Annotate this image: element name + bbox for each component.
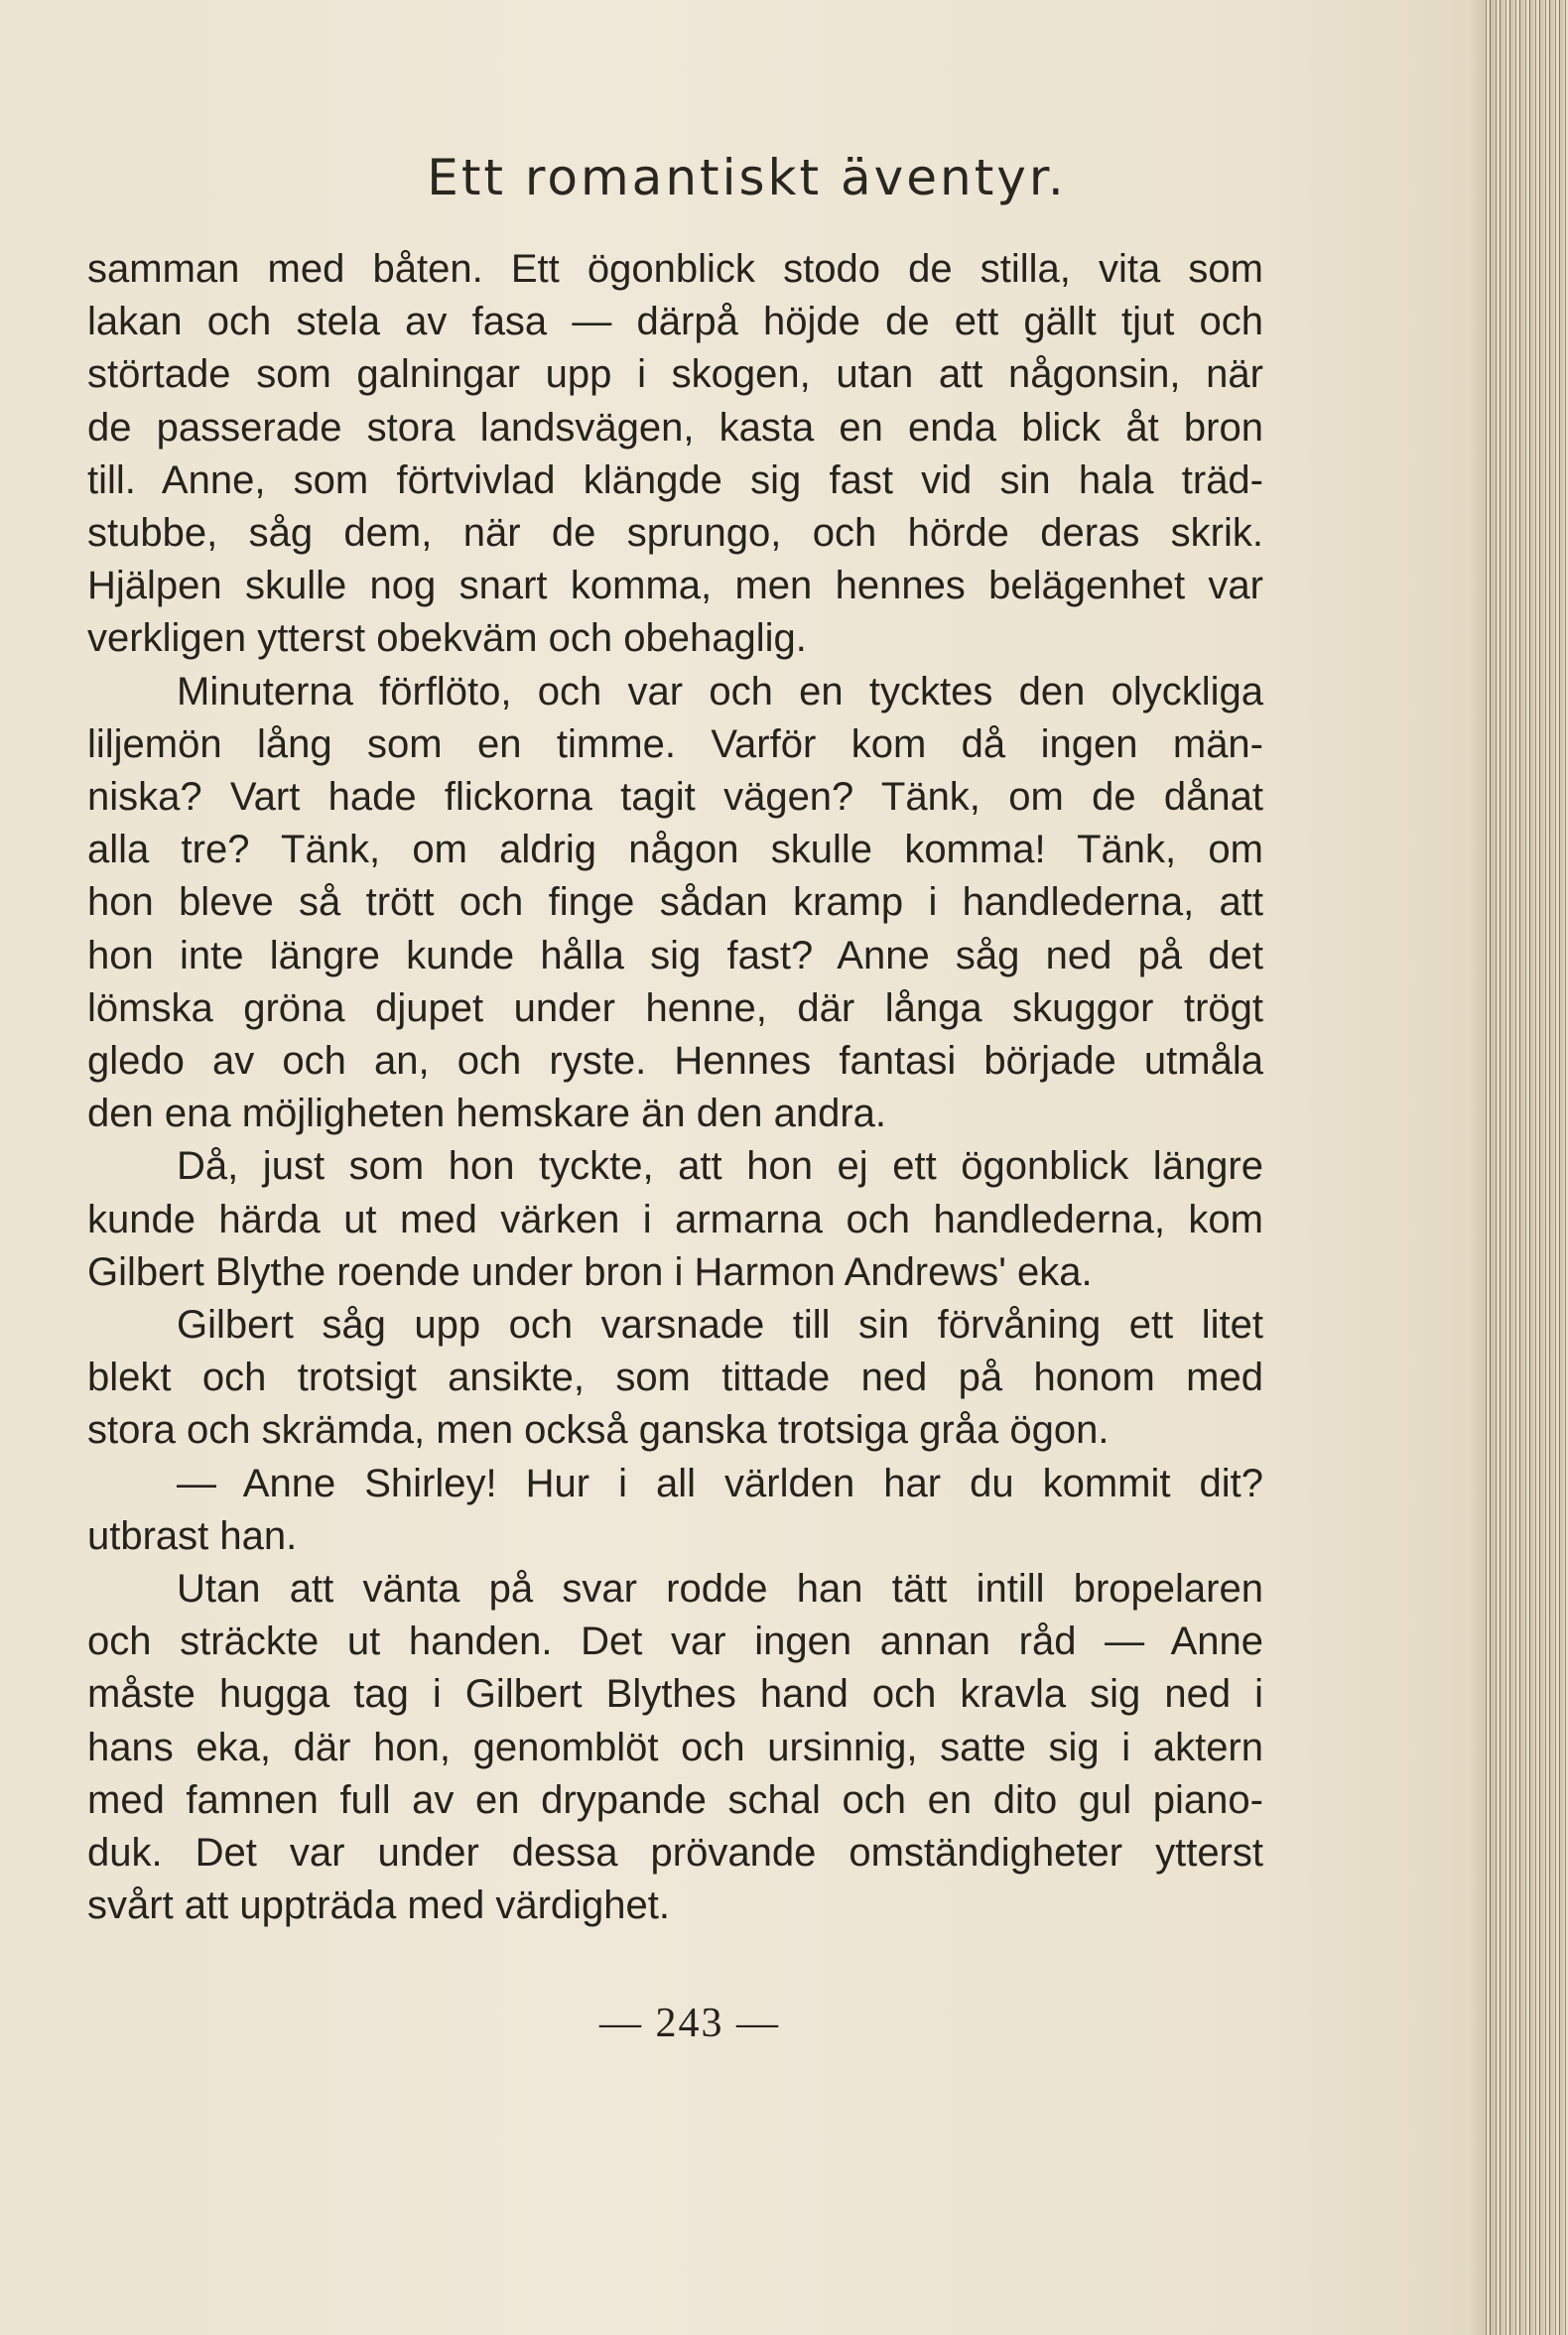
text-line: till. Anne, som förtvivlad klängde sig fast vid sin hala träd- bbox=[87, 457, 1263, 502]
paragraph bbox=[87, 1299, 1263, 1458]
paragraph bbox=[87, 666, 1263, 1141]
text-line: Då, just som hon tyckte, att hon ej ett ögonblick längre bbox=[177, 1144, 1263, 1189]
paragraph bbox=[87, 243, 1263, 666]
text-line: gledo av och an, och ryste. Hennes fantasi började utmåla bbox=[87, 1039, 1263, 1084]
text-line: — Anne Shirley! Hur i all världen har du kommit dit? bbox=[177, 1461, 1263, 1505]
paragraph bbox=[87, 1563, 1263, 1932]
running-header: Ett romantiskt äventyr. bbox=[427, 149, 1067, 206]
text-line: stubbe, såg dem, när de sprungo, och hörde deras skrik. bbox=[87, 511, 1263, 556]
text-line: den ena möjligheten hemskare än den andra. bbox=[87, 1092, 886, 1136]
text-line: Utan att vänta på svar rodde han tätt intill bropelaren bbox=[177, 1567, 1263, 1612]
text-line: Gilbert såg upp och varsnade till sin förvåning ett litet bbox=[177, 1303, 1263, 1348]
text-line: samman med båten. Ett ögonblick stodo de stilla, vita som bbox=[87, 247, 1263, 291]
text-line: utbrast han. bbox=[87, 1513, 298, 1558]
text-line: hon bleve så trött och finge sådan kramp i handlederna, att bbox=[87, 880, 1263, 925]
text-line: måste hugga tag i Gilbert Blythes hand och kravla sig ned i bbox=[87, 1672, 1263, 1717]
page-number: — 243 — bbox=[599, 2001, 780, 2046]
text-line: med famnen full av en drypande schal och en dito gul piano- bbox=[87, 1777, 1263, 1822]
text-line: och sträckte ut handen. Det var ingen annan råd — Anne bbox=[87, 1620, 1263, 1664]
body-text bbox=[87, 243, 1263, 1933]
text-line: störtade som galningar upp i skogen, utan att någonsin, när bbox=[87, 352, 1263, 397]
text-line: Gilbert Blythe roende under bron i Harmon Andrews' eka. bbox=[87, 1249, 1093, 1294]
paragraph bbox=[87, 1458, 1263, 1563]
text-line: hon inte längre kunde hålla sig fast? Anne såg ned på det bbox=[87, 933, 1263, 977]
text-line: verkligen ytterst obekväm och obehaglig. bbox=[87, 616, 807, 661]
text-line: liljemön lång som en timme. Varför kom då ingen män- bbox=[87, 721, 1263, 766]
text-line: de passerade stora landsvägen, kasta en enda blick åt bron bbox=[87, 405, 1263, 450]
text-line: Minuterna förflöto, och var och en tycktes den olyckliga bbox=[177, 669, 1263, 713]
text-line: stora och skrämda, men också ganska trotsiga gråa ögon. bbox=[87, 1408, 1110, 1453]
page-edges bbox=[1484, 0, 1568, 2335]
text-line: lakan och stela av fasa — därpå höjde de ett gällt tjut och bbox=[87, 300, 1263, 344]
text-line: hans eka, där hon, genomblöt och ursinnig, satte sig i aktern bbox=[87, 1725, 1263, 1769]
text-line: Hjälpen skulle nog snart komma, men hennes belägenhet var bbox=[87, 564, 1263, 608]
text-line: kunde härda ut med värken i armarna och handlederna, kom bbox=[87, 1197, 1263, 1241]
text-line: blekt och trotsigt ansikte, som tittade ned på honom med bbox=[87, 1356, 1263, 1400]
text-line: duk. Det var under dessa prövande omständigheter ytterst bbox=[87, 1831, 1263, 1876]
text-line: lömska gröna djupet under henne, där långa skuggor trögt bbox=[87, 985, 1263, 1030]
paragraph bbox=[87, 1140, 1263, 1299]
text-line: svårt att uppträda med värdighet. bbox=[87, 1883, 670, 1928]
text-line: niska? Vart hade flickorna tagit vägen? Tänk, om de dånat bbox=[87, 775, 1263, 820]
text-line: alla tre? Tänk, om aldrig någon skulle komma! Tänk, om bbox=[87, 828, 1263, 872]
